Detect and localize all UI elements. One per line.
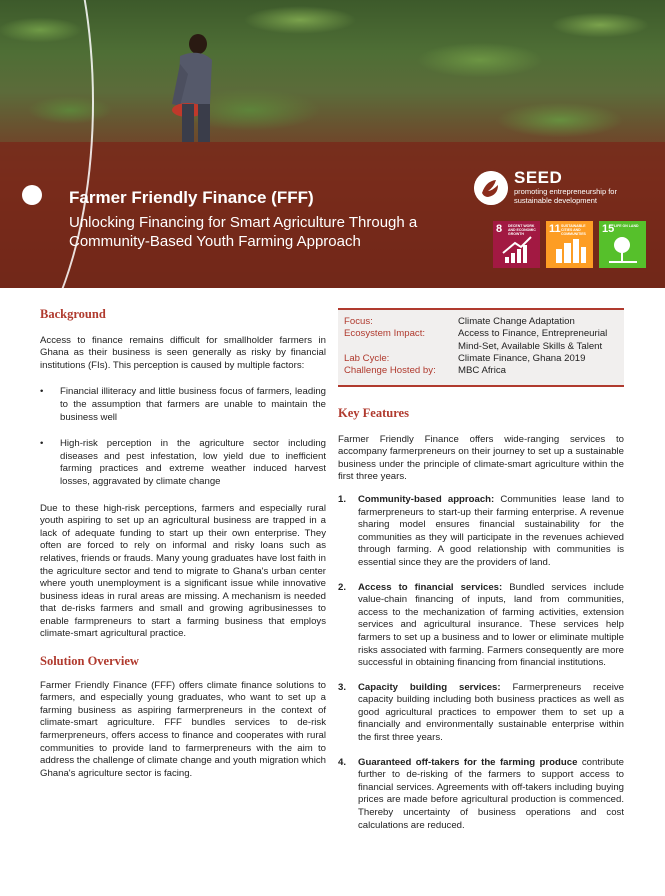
item-title: Capacity building services: — [358, 681, 501, 693]
decorative-dot — [22, 185, 42, 205]
solution-heading: Solution Overview — [40, 654, 139, 669]
sdg-8-number: 8 — [496, 223, 503, 235]
item-number: 4. — [338, 756, 347, 768]
features-intro: Farmer Friendly Finance offers wide-ranging services to accompany farmerpreneurs on their journey to set up a sustainable business under the principle of climate-smart agriculture within the first three years. — [338, 433, 624, 483]
info-value: Climate Finance, Ghana 2019 — [458, 353, 586, 364]
item-title: Guaranteed off-takers for the farming produce — [358, 756, 578, 768]
info-label: Focus: — [344, 316, 373, 327]
info-value: Climate Change Adaptation — [458, 316, 575, 327]
list-item — [338, 757, 624, 833]
seed-tagline: promoting entrepreneurship for sustainable development — [514, 187, 617, 205]
info-value: Access to Finance, Entrepreneurial Mind-Set, Available Skills & Talent — [458, 328, 608, 352]
item-text: contribute further to de-risking of the farmers to support access to financial services. Agreements with off-takers including buying prices are made before agricultural production is commenced. Thereby uncertainty of business operations and cost calculations are reduced. — [358, 756, 624, 831]
info-label: Challenge Hosted by: — [344, 365, 436, 376]
sdg-11-number: 11 — [549, 223, 561, 235]
item-text: Bundled services include value-chain financing of inputs, land from communities, access to the mechanization of farming activities, extension services and agricultural insurance. These services help farmers to set up a business and to lower or eliminate multiple risks associated with farming. Farmers consequently are more successful in obtaining financing from financial institutions. — [358, 581, 625, 669]
sdg-11-label: SUSTAINABLE CITIES AND COMMUNITIES — [561, 224, 586, 236]
sdg-15-label: LIFE ON LAND — [614, 224, 639, 228]
background-heading: Background — [40, 307, 106, 321]
background-body: Due to these high-risk perceptions, farmers and especially rural youth aspiring to set up an agricultural business are trapped in a lack of adequate funding to start up their own enterprise. They often are forced to rely on informal and risky loans such as relatives, friends or frauds. Many young graduates have lost faith in the agriculture sector and tend to migrate to Ghana's urban center where youth unemployment is a significant issue while innovative business ideas in rural areas are missing. A mechanism is needed that de-risks farmers and small and growing agribusinesses to enable farmpreneurs to start a farming business that employs climate-smart agricultural practice. — [40, 502, 326, 640]
item-text: Farmerpreneurs receive capacity building including both business practices as well as good agricultural practices to empower them to set up a financially and environmentally sustainable enterprise within the first three years. — [358, 681, 624, 744]
background-bullets — [40, 386, 326, 488]
sdg-11-badge — [546, 221, 593, 268]
solution-body: Farmer Friendly Finance (FFF) offers climate finance solutions to farmers, and especially young graduates, who want to set up a farming business as aspiring farmerpreneurs in the context of climate-smart agriculture. FFF bundles services to de-risk farmerpreneurs, offers access to finance and cooperates with rural communities to provide land to farmerpreneurs with the aim to address the challenge of climate change and youth migration which Ghana's agriculture sector is facing. — [40, 679, 326, 779]
sdg-8-label: DECENT WORK AND ECONOMIC GROWTH — [508, 224, 536, 236]
info-value: MBC Africa — [458, 365, 506, 376]
list-item — [338, 582, 624, 670]
list-item — [338, 682, 624, 745]
item-number: 2. — [338, 581, 347, 593]
list-item — [40, 438, 326, 488]
page-subtitle: Unlocking Financing for Smart Agriculture Through a Community-Based Youth Farming Approach — [69, 214, 418, 250]
background-intro: Access to finance remains difficult for smallholder farmers in Ghana as their business is seen generally as risky by financial institutions (FIs). This perception is caused by multiple factors: — [40, 334, 326, 371]
farmer-figure — [150, 34, 230, 142]
sdg-15-number: 15 — [602, 223, 615, 235]
item-title: Community-based approach: — [358, 493, 495, 505]
hero-banner — [0, 0, 665, 288]
right-column — [338, 308, 624, 832]
left-column — [40, 308, 326, 780]
seed-name: SEED — [514, 168, 563, 187]
sdg-8-badge — [493, 221, 540, 268]
list-item — [338, 494, 624, 570]
bullet-text: Financial illiteracy and little business focus of farmers, leading to the assumption that farmers are unable to maintain the business well — [60, 386, 326, 423]
features-heading: Key Features — [338, 406, 409, 420]
info-label: Ecosystem Impact: — [344, 328, 426, 339]
item-number: 1. — [338, 493, 347, 505]
list-item — [40, 386, 326, 424]
bullet-text: High-risk perception in the agriculture sector including diseases and pest infestation, low yield due to inefficient farming practices and extreme weather induced harvest losses, aggravated by climate change — [60, 438, 326, 487]
item-title: Access to financial services: — [358, 581, 503, 593]
bullet-icon: • — [40, 438, 44, 450]
sdg-15-badge — [599, 221, 646, 268]
info-label: Lab Cycle: — [344, 353, 390, 364]
field-photo — [0, 0, 665, 150]
item-text: Communities lease land to farmerpreneurs to start-up their farming enterprise. A revenue sharing model ensures financial sustainability for the communities as they will participate in the revenues achieved through farming. A good relationship with communities is essential since they are the providers of land. — [358, 493, 625, 568]
page-title: Farmer Friendly Finance (FFF) — [69, 188, 314, 207]
seed-logo-icon — [474, 171, 508, 205]
info-box — [338, 308, 624, 387]
item-number: 3. — [338, 681, 347, 693]
features-list — [338, 494, 624, 832]
bullet-icon: • — [40, 386, 44, 398]
